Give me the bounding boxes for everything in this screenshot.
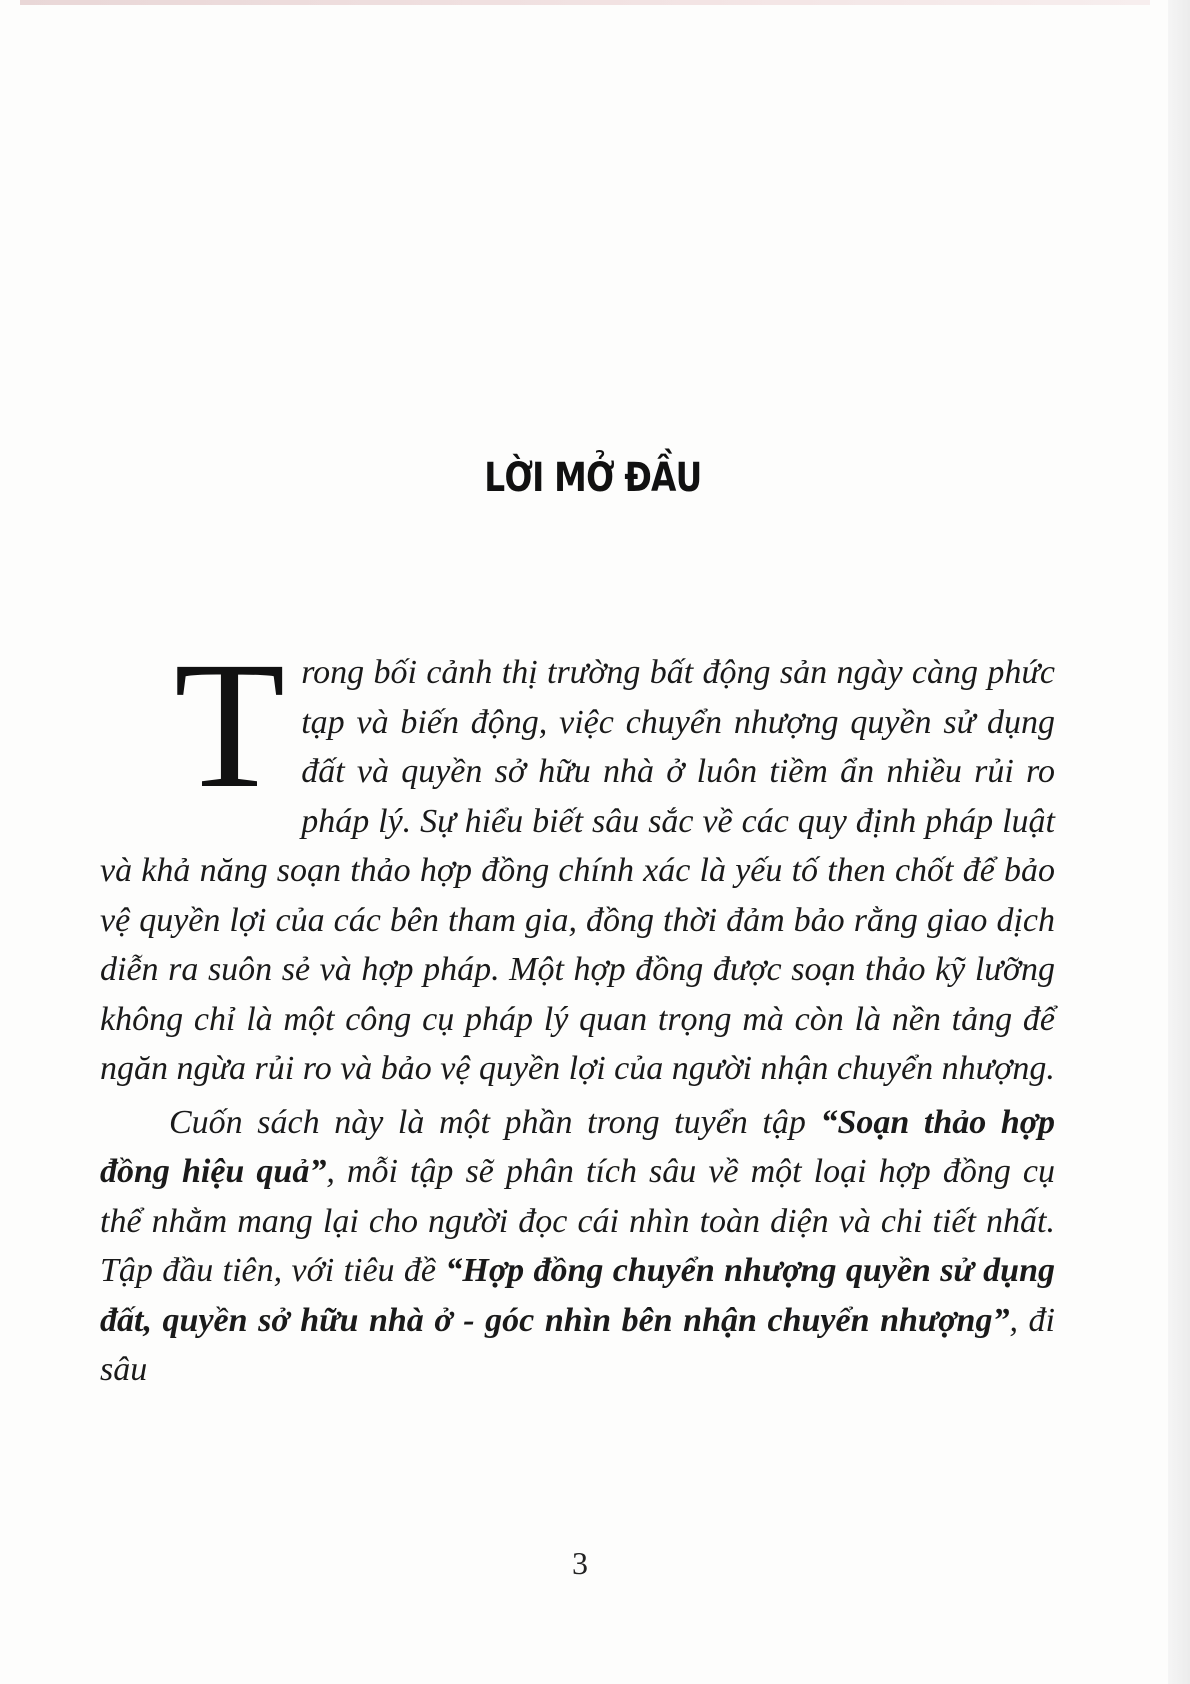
page-number: 3 [572, 1545, 588, 1581]
paragraph-1-text: rong bối cảnh thị trường bất động sản ngày càng phức tạp và biến động, việc chuyển nhượng quyền sử dụng đất và quyền sở hữu nhà ở luôn tiềm ẩn nhiều rủi ro pháp lý. Sự hiểu biết sâu sắc về các quy định pháp luật và khả năng soạn thảo hợp đồng chính xác là yếu tố then chốt để bảo vệ quyền lợi của các bên tham gia, đồng thời đảm bảo rằng giao dịch diễn ra suôn sẻ và hợp pháp. Một hợp đồng được soạn thảo kỹ lưỡng không chỉ là một công cụ pháp lý quan trọng mà còn là nền tảng để ngăn ngừa rủi ro và bảo vệ quyền lợi của người nhận chuyển nhượng. [100, 654, 1055, 1087]
drop-cap: T [174, 625, 286, 826]
body-text [100, 625, 1056, 1395]
page-top-edge [20, 0, 1150, 5]
paragraph-1 [100, 625, 1055, 1094]
page-right-edge [1168, 0, 1190, 1684]
paragraph-2-part1: Cuốn sách này là một phần trong tuyển tập [169, 1103, 821, 1141]
paragraph-2-part3: , đi sâu [100, 1301, 1055, 1388]
page-title: LỜI MỞ ĐẦU [484, 455, 702, 501]
series-title: “Soạn thảo hợp đồng hiệu quả” [100, 1103, 1056, 1190]
volume-title: “Hợp đồng chuyển nhượng quyền sử dụng đất, quyền sở hữu nhà ở - góc nhìn bên nhận chuyển nhượng” [100, 1252, 1055, 1339]
paragraph-2-part2: , mỗi tập sẽ phân tích sâu về một loại hợp đồng cụ thể nhằm mang lại cho người đọc cái nhìn toàn diện và chi tiết nhất. Tập đầu tiên, với tiêu đề [100, 1153, 1055, 1289]
paragraph-2 [100, 1098, 1055, 1395]
